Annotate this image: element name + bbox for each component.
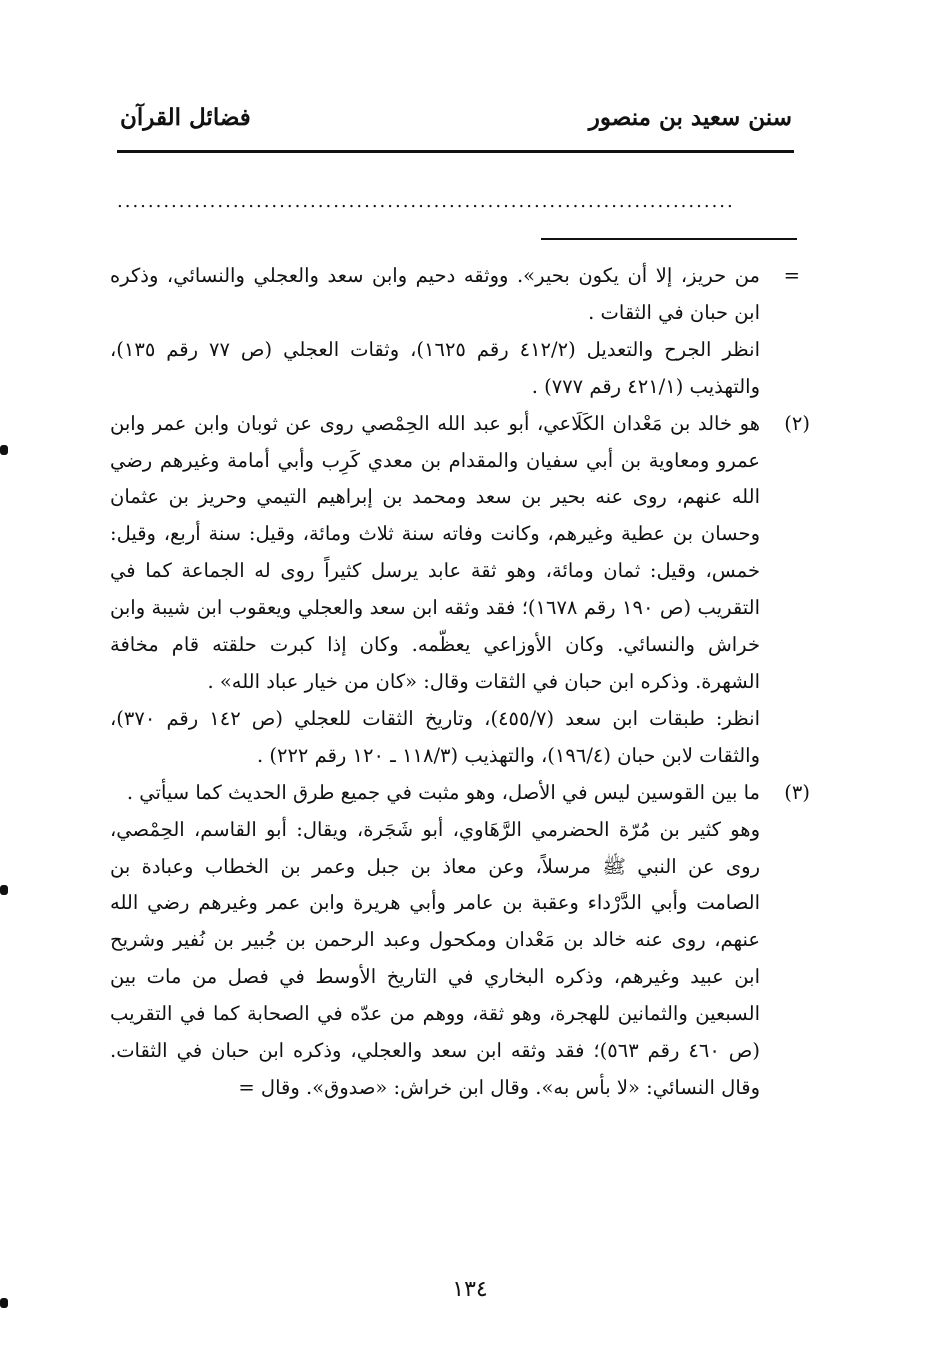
continuation-marker: = [783,264,800,287]
footnote-2 [110,406,810,775]
footnote-3 [110,775,810,1107]
footnote-paragraph: ما بين القوسين ليس في الأصل، وهو مثبت في جميع طرق الحديث كما سيأتي . [126,780,760,804]
footnote-paragraph: وهو كثير بن مُرّة الحضرمي الرَّهَاوي، أبو شَجَرة، ويقال: أبو القاسم، الحِمْصي، روى عن النبي ﷺ مرسلاً، وعن معاذ بن جبل وعمر بن الخطاب وعبادة بن الصامت وأبي الدَّرْداء وعقبة بن عامر وأبي هريرة وابن عمر وغيرهم رضي الله عنهم، روى عنه خالد بن مَعْدان ومكحول وعبد الرحمن بن جُبير بن نُفير وشريح ابن عبيد وغيرهم، وذكره البخاري في التاريخ الأوسط في فصل من مات بين السبعين والثمانين للهجرة، وهو ثقة، ووهم من عدّه في الصحابة كما في التقريب (ص ٤٦٠ رقم ٥٦٣)؛ فقد وثقه ابن سعد والعجلي، وذكره ابن حبان في الثقات. وقال النسائي: «لا بأس به». وقال ابن خراش: «صدوق». وقال = [110,817,760,1099]
page-number: ١٣٤ [452,1277,488,1302]
footnote-paragraph: من حريز، إلا أن يكون بحير». ووثقه دحيم وابن سعد والعجلي والنسائي، وذكره ابن حبان في الثقات . [110,264,760,324]
footnote-separator-rule [541,238,797,240]
footnote-number: (٢) [784,411,810,435]
header-rule [117,150,794,153]
footnote-number: (٣) [784,780,810,804]
omitted-text-dots: ................................................................................ [117,192,735,212]
running-head-section-title: فضائل القرآن [120,104,251,131]
footnote-paragraph: انظر الجرح والتعديل (٤١٢/٢ رقم ١٦٢٥)، وثقات العجلي (ص ٧٧ رقم ١٣٥)، والتهذيب (٤٢١/١ رقم ٧٧٧) . [110,337,760,398]
scan-mark [0,885,8,895]
running-head-book-title: سنن سعيد بن منصور [588,104,792,131]
scan-mark [0,1298,8,1308]
scan-mark [0,445,8,455]
footnote-paragraph: هو خالد بن مَعْدان الكَلَاعي، أبو عبد الله الحِمْصي روى عن ثوبان وابن عمر وابن عمرو ومعاوية بن أبي سفيان والمقدام بن معدي كَرِب وأبي أمامة وغيرهم رضي الله عنهم، روى عنه بحير بن سعد ومحمد بن إبراهيم التيمي وحريز بن عثمان وحسان بن عطية وغيرهم، وكانت وفاته سنة ثلاث ومائة، وقيل: سنة أربع، وقيل: خمس، وقيل: ثمان ومائة، وهو ثقة عابد يرسل كثيراً روى له الجماعة كما في التقريب (ص ١٩٠ رقم ١٦٧٨)؛ فقد وثقه ابن سعد والعجلي ويعقوب ابن شيبة وابن خراش والنسائي. وكان الأوزاعي يعظّمه. وكان إذا كبرت حلقته قام مخافة الشهرة. وذكره ابن حبان في الثقات وقال: «كان من خيار عباد الله» . [110,411,760,693]
footnotes [110,258,810,1107]
footnote-continued [110,258,810,406]
footnote-paragraph: انظر: طبقات ابن سعد (٤٥٥/٧)، وتاريخ الثقات للعجلي (ص ١٤٢ رقم ٣٧٠)، والثقات لابن حبان (١٩٦/٤)، والتهذيب (١١٨/٣ ـ ١٢٠ رقم ٢٢٢) . [110,706,760,767]
